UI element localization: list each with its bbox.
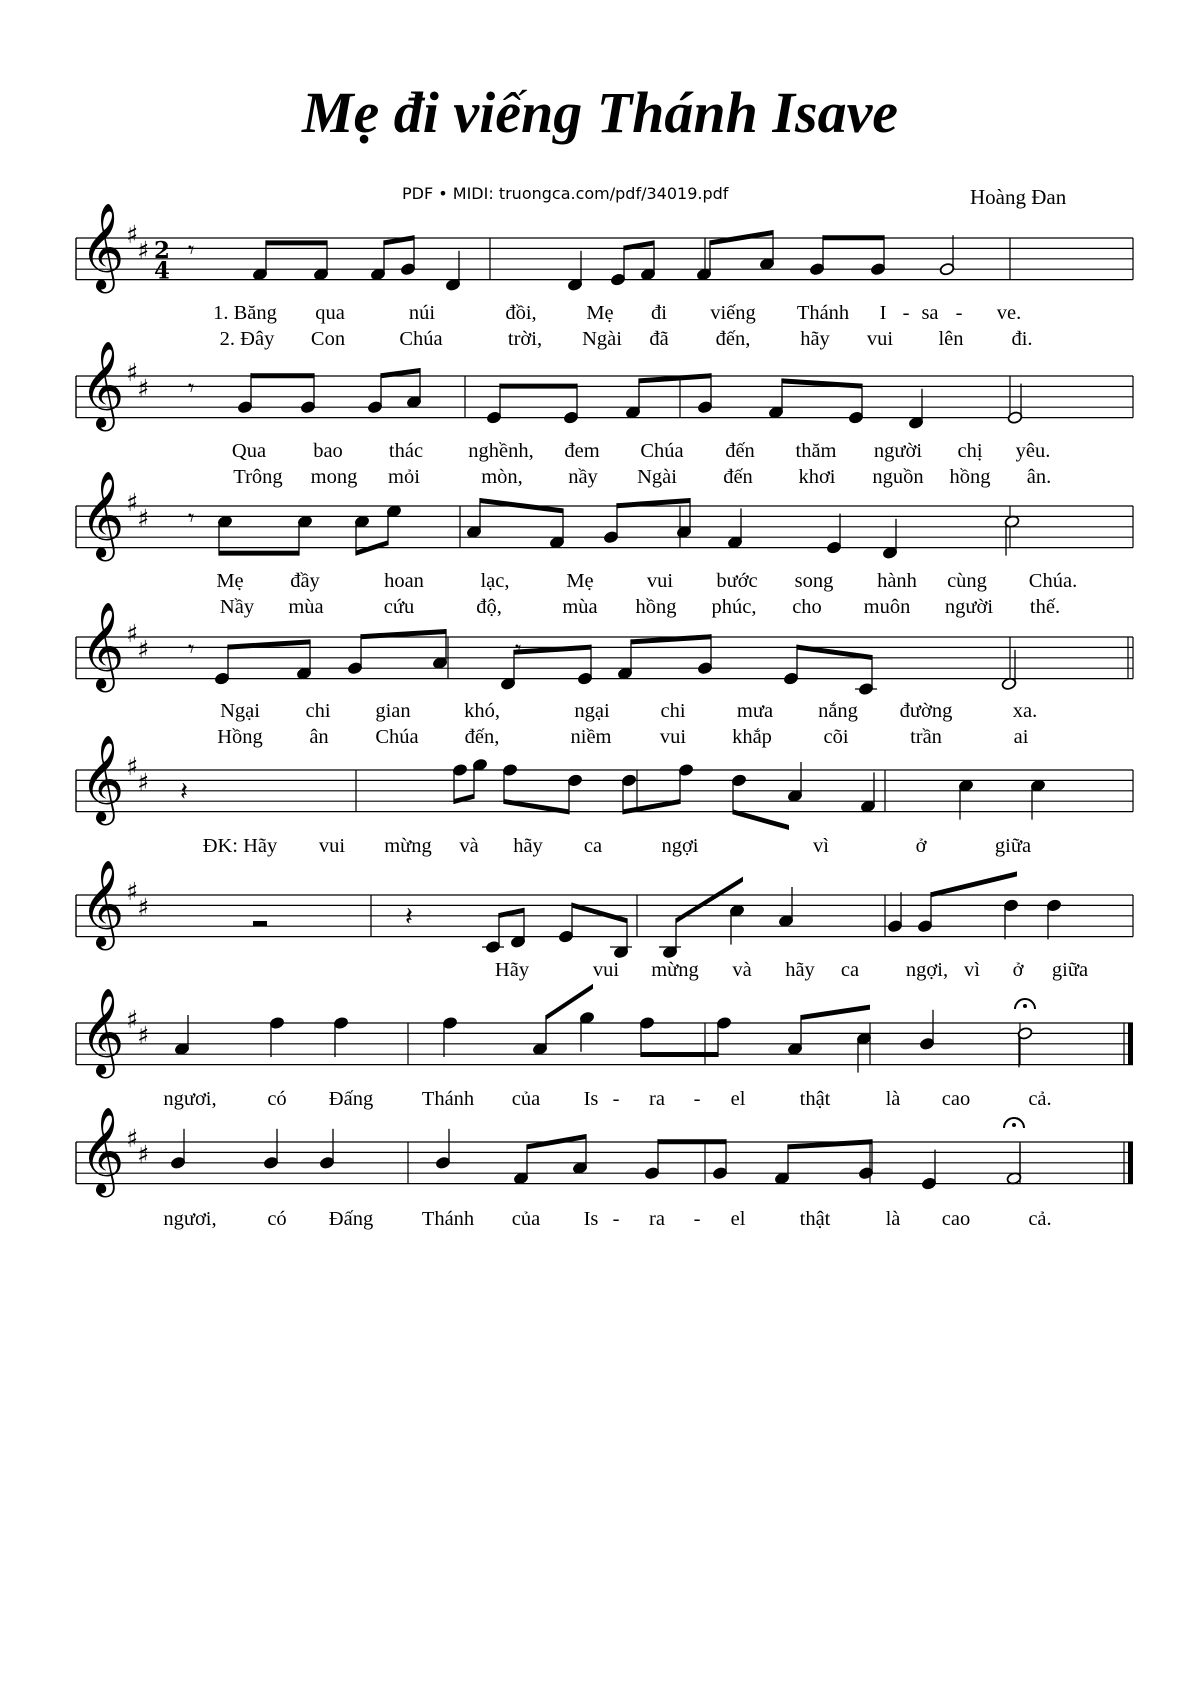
- sharp-c-icon: ♯: [137, 634, 150, 664]
- lyric-syllable: Mẹ: [566, 570, 594, 592]
- sharp-c-icon: ♯: [137, 235, 150, 265]
- sharp-f-icon: ♯: [126, 358, 139, 388]
- lyric-syllable: của: [511, 1088, 541, 1110]
- lyric-syllable: cùng: [947, 570, 987, 592]
- lyric-syllable: khó,: [464, 700, 500, 722]
- time-signature-top: 2: [154, 237, 170, 264]
- beam: [514, 645, 591, 655]
- lyric-syllable: song: [794, 570, 834, 592]
- beam: [801, 1005, 870, 1020]
- sharp-f-icon: ♯: [126, 877, 139, 907]
- lyric-syllable: khơi: [798, 466, 836, 488]
- beam: [639, 373, 711, 383]
- lyric-syllable: và: [732, 959, 752, 981]
- lyric-syllable: phúc,: [711, 596, 757, 618]
- beam: [658, 1139, 726, 1144]
- treble-clef-icon: 𝄞: [80, 340, 125, 428]
- beam: [782, 378, 862, 388]
- lyric-syllable: Mẹ: [586, 302, 614, 324]
- lyric-syllable: trần: [910, 726, 942, 748]
- lyric-syllable: ân.: [1026, 466, 1052, 488]
- lyric-syllable: vui: [866, 328, 894, 350]
- quarter-rest-icon: 𝄽: [180, 777, 188, 807]
- lyric-syllable: đường: [899, 700, 953, 722]
- lyric-syllable: Thánh: [421, 1208, 475, 1230]
- lyric-syllable: 2. Đây: [219, 328, 275, 350]
- lyric-syllable: hoan: [384, 570, 424, 592]
- lyric-syllable: đem: [564, 440, 600, 462]
- treble-clef-icon: 𝄞: [80, 1106, 125, 1194]
- beam: [454, 794, 474, 804]
- sharp-f-icon: ♯: [126, 488, 139, 518]
- lyric-syllable: vui: [318, 835, 346, 857]
- lyric-syllable: Mẹ: [216, 570, 244, 592]
- sharp-c-icon: ♯: [137, 373, 150, 403]
- beam: [361, 629, 446, 639]
- sharp-f-icon: ♯: [126, 752, 139, 782]
- lyric-syllable: mừng: [384, 835, 432, 857]
- eighth-rest-icon: 𝄾: [188, 374, 195, 402]
- lyric-syllable: ngại: [574, 700, 610, 722]
- lyric-syllable: Ngại: [220, 700, 260, 722]
- beam: [631, 634, 711, 644]
- lyric-syllable: khắp: [732, 726, 772, 748]
- lyric-syllable: Thánh: [796, 302, 850, 324]
- sharp-c-icon: ♯: [137, 1139, 150, 1169]
- sharp-f-icon: ♯: [126, 1124, 139, 1154]
- staff-system-8: [76, 1106, 1133, 1230]
- source-link[interactable]: PDF • MIDI: truongca.com/pdf/34019.pdf: [402, 184, 729, 203]
- lyric-syllable: mùa: [288, 596, 324, 618]
- lyric-syllable: -: [902, 302, 910, 324]
- treble-clef-icon: 𝄞: [80, 734, 125, 822]
- lyric-syllable: và: [459, 835, 479, 857]
- lyric-syllable: Con: [310, 328, 346, 350]
- beam: [931, 871, 1017, 897]
- beam: [641, 1052, 718, 1057]
- staff-system-5: [76, 734, 1133, 857]
- lyric-syllable: vui: [646, 570, 674, 592]
- lyric-syllable: cao: [941, 1088, 971, 1110]
- lyric-syllable: ca: [840, 959, 860, 981]
- lyric-syllable: ngươi,: [163, 1088, 217, 1110]
- lyric-syllable: của: [511, 1208, 541, 1230]
- lyric-syllable: Nầy: [219, 596, 255, 618]
- sharp-c-icon: ♯: [137, 503, 150, 533]
- lyric-syllable: Chúa: [399, 328, 443, 350]
- lyric-syllable: -: [693, 1208, 701, 1230]
- fermata-dot: [1023, 1004, 1027, 1008]
- lyric-syllable: ở: [915, 835, 927, 857]
- sharp-f-icon: ♯: [126, 1005, 139, 1035]
- final-barline-thick: [1128, 1142, 1133, 1184]
- lyric-syllable: đến: [725, 440, 755, 462]
- lyric-syllable: -: [955, 302, 963, 324]
- lyric-syllable: hãy: [513, 835, 543, 857]
- beam: [733, 809, 789, 830]
- lyric-syllable: ra: [649, 1208, 665, 1230]
- beam: [219, 551, 299, 556]
- lyric-syllable: Chúa: [640, 440, 684, 462]
- lyric-syllable: giữa: [994, 835, 1032, 857]
- lyric-syllable: hồng: [635, 596, 677, 618]
- eighth-rest-icon: 𝄾: [515, 635, 522, 663]
- lyric-syllable: Hãy: [494, 959, 530, 981]
- lyric-syllable: ve.: [996, 302, 1022, 324]
- lyric-syllable: ở: [1012, 959, 1024, 981]
- beam: [228, 639, 310, 649]
- lyric-syllable: núi: [408, 302, 436, 324]
- lyric-syllable: Is: [583, 1208, 599, 1230]
- beam: [617, 498, 690, 508]
- lyric-syllable: nguồn: [872, 466, 924, 488]
- lyric-syllable: Ngài: [582, 328, 622, 350]
- lyric-syllable: ngợi,: [905, 959, 949, 981]
- staff-system-4: [76, 601, 1133, 748]
- time-signature-bottom: 4: [154, 258, 170, 285]
- lyric-syllable: thăm: [795, 440, 837, 462]
- lyric-syllable: yêu.: [1015, 440, 1051, 462]
- lyric-syllable: cứu: [383, 596, 415, 618]
- beam: [499, 908, 524, 918]
- lyric-syllable: viếng: [710, 302, 756, 324]
- beam: [823, 235, 884, 240]
- lyric-syllable: nầy: [568, 466, 598, 488]
- lyric-syllable: lên: [938, 328, 964, 350]
- lyric-syllable: trời,: [507, 328, 543, 350]
- lyric-syllable: cõi: [823, 726, 849, 748]
- lyric-syllable: -: [612, 1208, 620, 1230]
- lyric-syllable: ĐK: Hãy: [202, 835, 278, 857]
- composer-name: Hoàng Đan: [970, 185, 1067, 209]
- eighth-rest-icon: 𝄾: [188, 635, 195, 663]
- beam: [266, 240, 327, 245]
- lyric-syllable: Trông: [233, 466, 283, 488]
- lyric-syllable: cả.: [1028, 1088, 1052, 1110]
- lyric-syllable: ai: [1013, 726, 1029, 748]
- lyric-syllable: -: [612, 1088, 620, 1110]
- lyric-syllable: Chúa: [375, 726, 419, 748]
- lyric-syllable: Is: [583, 1088, 599, 1110]
- beam: [381, 368, 420, 378]
- staff-system-2: [76, 340, 1133, 488]
- sharp-f-icon: ♯: [126, 220, 139, 250]
- lyric-syllable: đồi,: [505, 302, 537, 324]
- lyric-syllable: thác: [388, 440, 424, 462]
- lyric-syllable: vì: [964, 959, 980, 981]
- lyric-syllable: muôn: [863, 596, 911, 618]
- lyric-syllable: lạc,: [480, 570, 510, 592]
- lyric-syllable: mong: [310, 466, 358, 488]
- lyric-syllable: có: [267, 1088, 287, 1110]
- lyric-syllable: 1. Băng: [213, 302, 277, 324]
- eighth-rest-icon: 𝄾: [188, 236, 195, 264]
- lyric-syllable: là: [885, 1208, 901, 1230]
- lyric-syllable: ngợi: [661, 835, 699, 857]
- beam: [251, 373, 314, 378]
- lyric-syllable: chi: [305, 700, 331, 722]
- lyric-syllable: cho: [792, 596, 822, 618]
- lyric-syllable: thế.: [1029, 596, 1061, 618]
- lyric-syllable: gian: [375, 700, 411, 722]
- lyric-syllable: độ,: [476, 596, 502, 618]
- song-title: Mẹ đi viếng Thánh Isave: [301, 80, 899, 145]
- lyric-syllable: nghềnh,: [468, 440, 534, 462]
- lyric-syllable: cao: [941, 1208, 971, 1230]
- lyric-syllable: đến: [723, 466, 753, 488]
- treble-clef-icon: 𝄞: [80, 987, 125, 1075]
- sharp-c-icon: ♯: [137, 892, 150, 922]
- treble-clef-icon: 𝄞: [80, 470, 125, 558]
- lyric-syllable: chị: [957, 440, 983, 462]
- sharp-c-icon: ♯: [137, 767, 150, 797]
- staff-system-6: [76, 859, 1133, 981]
- eighth-rest-icon: 𝄾: [188, 504, 195, 532]
- fermata-dot: [1012, 1123, 1016, 1127]
- lyric-syllable: có: [267, 1208, 287, 1230]
- lyric-syllable: ân: [309, 726, 329, 748]
- lyric-syllable: hãy: [800, 328, 830, 350]
- lyric-syllable: el: [730, 1088, 746, 1110]
- staff-system-7: [76, 984, 1133, 1110]
- lyric-syllable: đầy: [290, 570, 320, 592]
- lyric-syllable: vì: [813, 835, 829, 857]
- lyric-syllable: xa.: [1012, 700, 1038, 722]
- sharp-f-icon: ♯: [126, 619, 139, 649]
- lyric-syllable: đã: [649, 328, 669, 350]
- lyric-syllable: là: [885, 1088, 901, 1110]
- lyric-syllable: sa: [921, 302, 939, 324]
- lyric-syllable: cả.: [1028, 1208, 1052, 1230]
- lyric-syllable: ra: [649, 1088, 665, 1110]
- treble-clef-icon: 𝄞: [80, 601, 125, 689]
- staff-system-3: [76, 470, 1133, 618]
- lyric-syllable: mùa: [562, 596, 598, 618]
- lyric-syllable: bước: [716, 570, 758, 592]
- lyric-syllable: ca: [583, 835, 603, 857]
- lyric-syllable: vui: [592, 959, 620, 981]
- beam: [384, 235, 414, 245]
- lyric-syllable: đi.: [1011, 328, 1033, 350]
- lyric-syllable: el: [730, 1208, 746, 1230]
- lyric-syllable: Chúa.: [1028, 570, 1078, 592]
- lyric-syllable: bao: [313, 440, 343, 462]
- lyric-syllable: Đấng: [328, 1208, 374, 1230]
- lyric-syllable: vui: [659, 726, 687, 748]
- lyric-syllable: qua: [315, 302, 345, 324]
- treble-clef-icon: 𝄞: [80, 202, 125, 290]
- lyric-syllable: giữa: [1051, 959, 1089, 981]
- lyric-syllable: mưa: [736, 700, 774, 722]
- lyric-syllable: Đấng: [328, 1088, 374, 1110]
- half-rest-icon: [253, 921, 267, 926]
- lyric-syllable: I: [879, 302, 887, 324]
- beam: [500, 384, 577, 389]
- beam: [624, 240, 654, 250]
- lyric-syllable: hành: [877, 570, 917, 592]
- lyric-syllable: đi: [651, 302, 667, 324]
- lyric-syllable: mòn,: [481, 466, 523, 488]
- final-barline-thick: [1128, 1023, 1133, 1065]
- lyric-syllable: Hồng: [217, 726, 263, 748]
- lyric-syllable: thật: [799, 1208, 831, 1230]
- lyric-syllable: đến,: [715, 328, 751, 350]
- beam: [788, 1139, 872, 1149]
- lyric-syllable: niềm: [570, 726, 612, 748]
- lyric-syllable: hồng: [949, 466, 991, 488]
- lyric-syllable: Thánh: [421, 1088, 475, 1110]
- lyric-syllable: chi: [660, 700, 686, 722]
- lyric-syllable: Qua: [231, 440, 267, 462]
- lyric-syllable: hãy: [785, 959, 815, 981]
- lyric-syllable: mỏi: [388, 466, 420, 488]
- lyric-syllable: mừng: [651, 959, 699, 981]
- quarter-rest-icon: 𝄽: [405, 902, 413, 932]
- staff-system-1: [76, 202, 1133, 350]
- lyric-syllable: thật: [799, 1088, 831, 1110]
- lyric-syllable: đến,: [464, 726, 500, 748]
- sharp-c-icon: ♯: [137, 1020, 150, 1050]
- lyric-syllable: nắng: [818, 700, 858, 722]
- treble-clef-icon: 𝄞: [80, 859, 125, 947]
- lyric-syllable: -: [693, 1088, 701, 1110]
- lyric-syllable: Ngài: [637, 466, 677, 488]
- lyric-syllable: ngươi,: [163, 1208, 217, 1230]
- lyric-syllable: người: [944, 596, 994, 618]
- lyric-syllable: người: [873, 440, 923, 462]
